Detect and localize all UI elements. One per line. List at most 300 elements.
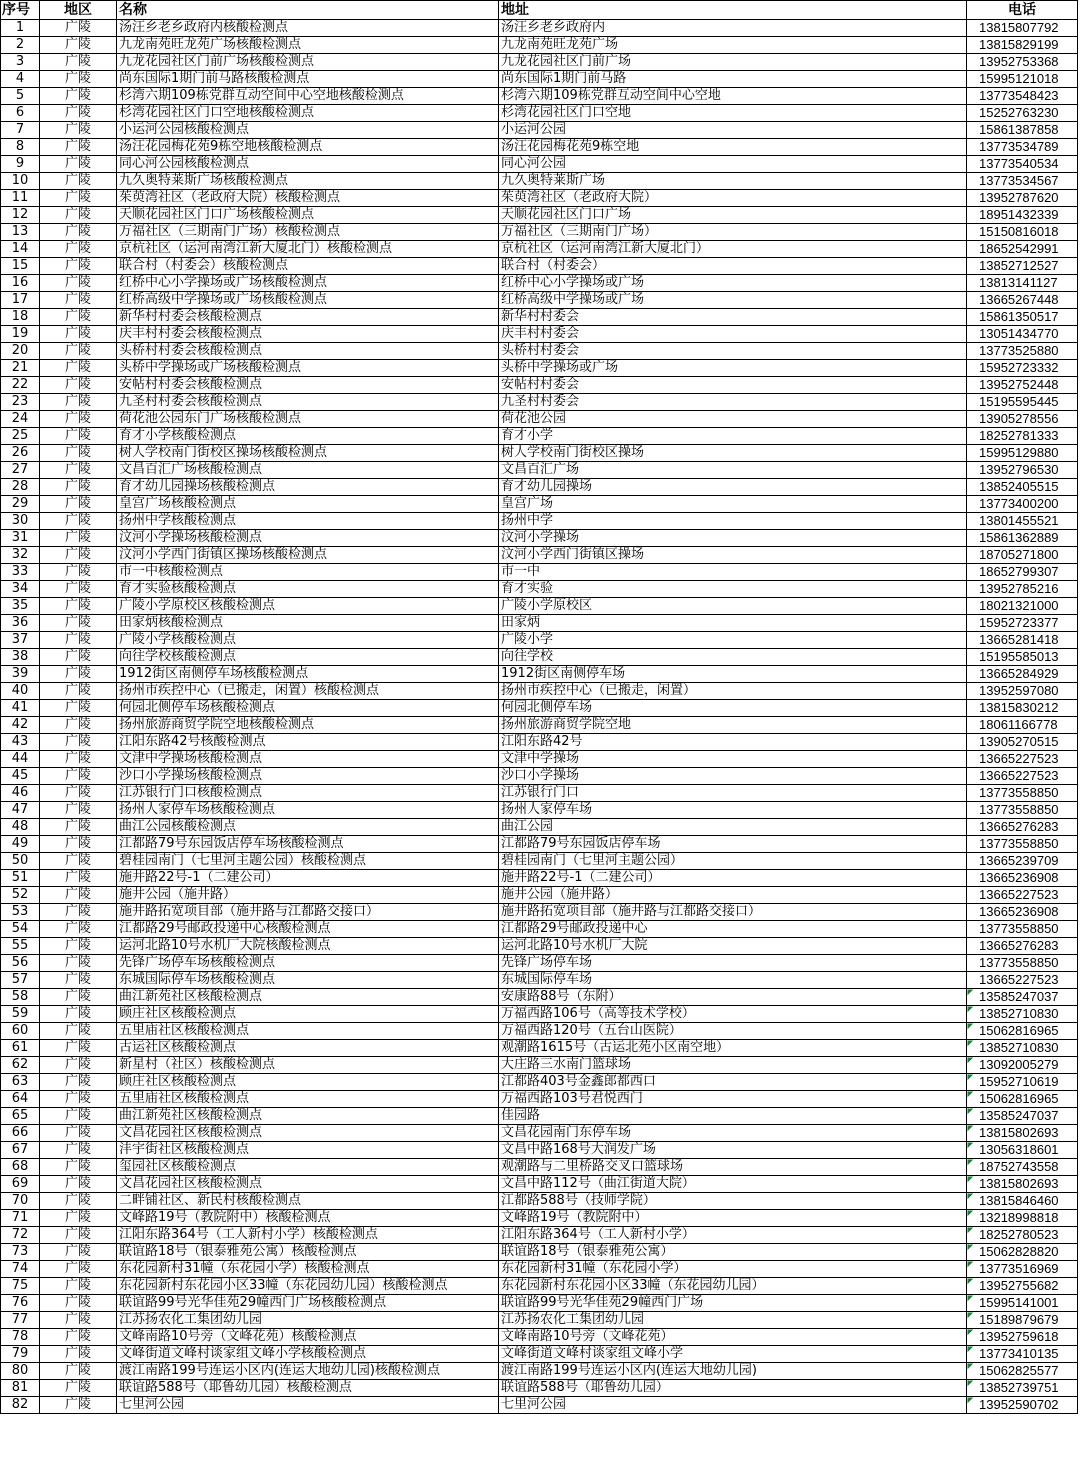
cell-address: 扬州旅游商贸学院空地 xyxy=(499,717,967,734)
table-row xyxy=(1,802,1078,819)
cell-name: 运河北路10号水机厂大院核酸检测点 xyxy=(117,938,499,955)
cell-name: 东花园新村31幢（东花园小学）核酸检测点 xyxy=(117,1261,499,1278)
cell-name: 文峰路19号（教院附中）核酸检测点 xyxy=(117,1210,499,1227)
cell-name: 1912街区南侧停车场核酸检测点 xyxy=(117,666,499,683)
cell-phone: 13665227523 xyxy=(967,768,1078,785)
cell-name: 江阳东路42号核酸检测点 xyxy=(117,734,499,751)
cell-seq: 24 xyxy=(1,411,40,428)
cell-region: 广陵 xyxy=(40,1312,117,1329)
cell-phone: 13952787620 xyxy=(967,190,1078,207)
cell-phone: 13665284929 xyxy=(967,666,1078,683)
table-row xyxy=(1,785,1078,802)
cell-name: 渡江南路199号连运小区内(连运大地幼儿园)核酸检测点 xyxy=(117,1363,499,1380)
cell-address: 渡江南路199号连运小区内(连运大地幼儿园) xyxy=(499,1363,967,1380)
cell-seq: 50 xyxy=(1,853,40,870)
table-row xyxy=(1,734,1078,751)
cell-phone: 13665276283 xyxy=(967,938,1078,955)
cell-name: 九龙花园社区门前广场核酸检测点 xyxy=(117,54,499,71)
cell-region: 广陵 xyxy=(40,309,117,326)
cell-region: 广陵 xyxy=(40,547,117,564)
cell-address: 文津中学操场 xyxy=(499,751,967,768)
table-row xyxy=(1,751,1078,768)
cell-seq: 40 xyxy=(1,683,40,700)
cell-name: 市一中核酸检测点 xyxy=(117,564,499,581)
cell-region: 广陵 xyxy=(40,564,117,581)
cell-region: 广陵 xyxy=(40,1227,117,1244)
cell-region: 广陵 xyxy=(40,1346,117,1363)
cell-address: 汶河小学西门街镇区操场 xyxy=(499,547,967,564)
cell-address: 皇宫广场 xyxy=(499,496,967,513)
cell-address: 茱萸湾社区（老政府大院） xyxy=(499,190,967,207)
cell-name: 育才实验核酸检测点 xyxy=(117,581,499,598)
table-row xyxy=(1,1227,1078,1244)
cell-phone: 15995121018 xyxy=(967,71,1078,88)
cell-phone: 13952597080 xyxy=(967,683,1078,700)
cell-region: 广陵 xyxy=(40,581,117,598)
cell-address: 育才实验 xyxy=(499,581,967,598)
table-row xyxy=(1,1244,1078,1261)
cell-seq: 65 xyxy=(1,1108,40,1125)
cell-region: 广陵 xyxy=(40,734,117,751)
table-row xyxy=(1,241,1078,258)
table-row xyxy=(1,394,1078,411)
cell-region: 广陵 xyxy=(40,836,117,853)
cell-name: 京杭社区（运河南湾江新大厦北门）核酸检测点 xyxy=(117,241,499,258)
table-row xyxy=(1,139,1078,156)
cell-name: 二畔铺社区、新民村核酸检测点 xyxy=(117,1193,499,1210)
cell-name: 广陵小学核酸检测点 xyxy=(117,632,499,649)
cell-region: 广陵 xyxy=(40,904,117,921)
cell-address: 庆丰村村委会 xyxy=(499,326,967,343)
cell-region: 广陵 xyxy=(40,853,117,870)
cell-seq: 3 xyxy=(1,54,40,71)
cell-phone: 13815807792 xyxy=(967,20,1078,37)
cell-address: 红桥高级中学操场或广场 xyxy=(499,292,967,309)
cell-seq: 37 xyxy=(1,632,40,649)
cell-region: 广陵 xyxy=(40,768,117,785)
cell-seq: 71 xyxy=(1,1210,40,1227)
cell-region: 广陵 xyxy=(40,700,117,717)
cell-region: 广陵 xyxy=(40,1091,117,1108)
cell-region: 广陵 xyxy=(40,921,117,938)
cell-seq: 62 xyxy=(1,1057,40,1074)
cell-region: 广陵 xyxy=(40,717,117,734)
cell-seq: 39 xyxy=(1,666,40,683)
cell-address: 万福西路106号（高等技术学校） xyxy=(499,1006,967,1023)
cell-region: 广陵 xyxy=(40,207,117,224)
cell-phone: 13952759618 xyxy=(967,1329,1078,1346)
cell-name: 新华村村委会核酸检测点 xyxy=(117,309,499,326)
cell-seq: 34 xyxy=(1,581,40,598)
cell-region: 广陵 xyxy=(40,173,117,190)
cell-address: 文昌百汇广场 xyxy=(499,462,967,479)
table-row xyxy=(1,598,1078,615)
table-row xyxy=(1,632,1078,649)
cell-phone: 18061166778 xyxy=(967,717,1078,734)
cell-region: 广陵 xyxy=(40,377,117,394)
cell-seq: 67 xyxy=(1,1142,40,1159)
cell-name: 杉湾六期109栋党群互动空间中心空地核酸检测点 xyxy=(117,88,499,105)
cell-address: 文峰南路10号旁（文峰花苑） xyxy=(499,1329,967,1346)
cell-seq: 43 xyxy=(1,734,40,751)
cell-address: 头桥村村委会 xyxy=(499,343,967,360)
table-row xyxy=(1,37,1078,54)
cell-phone: 13801455521 xyxy=(967,513,1078,530)
cell-seq: 70 xyxy=(1,1193,40,1210)
cell-region: 广陵 xyxy=(40,343,117,360)
cell-name: 九圣村村委会核酸检测点 xyxy=(117,394,499,411)
cell-seq: 16 xyxy=(1,275,40,292)
table-row xyxy=(1,1176,1078,1193)
cell-phone: 13773400200 xyxy=(967,496,1078,513)
cell-address: 观潮路1615号（古运北苑小区南空地） xyxy=(499,1040,967,1057)
cell-address: 万福西路120号（五台山医院） xyxy=(499,1023,967,1040)
cell-name: 新星村（社区）核酸检测点 xyxy=(117,1057,499,1074)
cell-seq: 14 xyxy=(1,241,40,258)
cell-seq: 74 xyxy=(1,1261,40,1278)
cell-address: 文峰路19号（教院附中） xyxy=(499,1210,967,1227)
cell-phone: 18252780523 xyxy=(967,1227,1078,1244)
cell-phone: 13773534789 xyxy=(967,139,1078,156)
cell-address: 大庄路三水南门篮球场 xyxy=(499,1057,967,1074)
cell-seq: 10 xyxy=(1,173,40,190)
cell-name: 皇宫广场核酸检测点 xyxy=(117,496,499,513)
cell-name: 联谊路18号（银泰雅苑公寓）核酸检测点 xyxy=(117,1244,499,1261)
cell-address: 九龙花园社区门前广场 xyxy=(499,54,967,71)
cell-region: 广陵 xyxy=(40,1108,117,1125)
cell-name: 茱萸湾社区（老政府大院）核酸检测点 xyxy=(117,190,499,207)
cell-seq: 38 xyxy=(1,649,40,666)
cell-address: 新华村村委会 xyxy=(499,309,967,326)
table-row xyxy=(1,717,1078,734)
cell-address: 文昌花园南门东停车场 xyxy=(499,1125,967,1142)
table-row xyxy=(1,513,1078,530)
header-seq: 序号 xyxy=(1,1,40,20)
cell-name: 曲江新苑社区核酸检测点 xyxy=(117,1108,499,1125)
table-row xyxy=(1,88,1078,105)
cell-seq: 60 xyxy=(1,1023,40,1040)
cell-name: 汶河小学西门街镇区操场核酸检测点 xyxy=(117,547,499,564)
cell-phone: 13665227523 xyxy=(967,887,1078,904)
cell-phone: 15195595445 xyxy=(967,394,1078,411)
cell-name: 向往学校核酸检测点 xyxy=(117,649,499,666)
cell-seq: 4 xyxy=(1,71,40,88)
cell-seq: 26 xyxy=(1,445,40,462)
cell-phone: 15861387858 xyxy=(967,122,1078,139)
cell-name: 文峰街道文峰村谈家组文峰小学核酸检测点 xyxy=(117,1346,499,1363)
cell-address: 育才幼儿园操场 xyxy=(499,479,967,496)
cell-phone: 13218998818 xyxy=(967,1210,1078,1227)
cell-address: 安康路88号（东附） xyxy=(499,989,967,1006)
cell-seq: 6 xyxy=(1,105,40,122)
cell-region: 广陵 xyxy=(40,819,117,836)
table-row xyxy=(1,1346,1078,1363)
cell-address: 江都路29号邮政投递中心 xyxy=(499,921,967,938)
table-row xyxy=(1,1329,1078,1346)
cell-phone: 18752743558 xyxy=(967,1159,1078,1176)
cell-phone: 15062825577 xyxy=(967,1363,1078,1380)
table-row xyxy=(1,530,1078,547)
cell-seq: 51 xyxy=(1,870,40,887)
cell-seq: 25 xyxy=(1,428,40,445)
table-row xyxy=(1,955,1078,972)
table-row xyxy=(1,428,1078,445)
cell-phone: 13585247037 xyxy=(967,989,1078,1006)
cell-address: 育才小学 xyxy=(499,428,967,445)
cell-address: 九圣村村委会 xyxy=(499,394,967,411)
cell-address: 江苏扬农化工集团幼儿园 xyxy=(499,1312,967,1329)
cell-phone: 15995129880 xyxy=(967,445,1078,462)
table-row xyxy=(1,581,1078,598)
cell-phone: 18652542991 xyxy=(967,241,1078,258)
cell-region: 广陵 xyxy=(40,241,117,258)
cell-address: 施井路22号-1（二建公司） xyxy=(499,870,967,887)
cell-address: 联谊路18号（银泰雅苑公寓） xyxy=(499,1244,967,1261)
cell-address: 东花园新村东花园小区33幢（东花园幼儿园） xyxy=(499,1278,967,1295)
cell-address: 同心河公园 xyxy=(499,156,967,173)
cell-name: 曲江新苑社区核酸检测点 xyxy=(117,989,499,1006)
cell-seq: 15 xyxy=(1,258,40,275)
cell-address: 荷花池公园 xyxy=(499,411,967,428)
cell-seq: 1 xyxy=(1,20,40,37)
cell-name: 江都路79号东园饭店停车场核酸检测点 xyxy=(117,836,499,853)
cell-phone: 13585247037 xyxy=(967,1108,1078,1125)
cell-seq: 36 xyxy=(1,615,40,632)
cell-name: 沙口小学操场核酸检测点 xyxy=(117,768,499,785)
cell-address: 江阳东路42号 xyxy=(499,734,967,751)
cell-seq: 21 xyxy=(1,360,40,377)
cell-phone: 13773548423 xyxy=(967,88,1078,105)
table-row xyxy=(1,343,1078,360)
cell-phone: 13852739751 xyxy=(967,1380,1078,1397)
cell-name: 育才幼儿园操场核酸检测点 xyxy=(117,479,499,496)
table-row xyxy=(1,1312,1078,1329)
table-row xyxy=(1,547,1078,564)
table-row xyxy=(1,972,1078,989)
cell-seq: 55 xyxy=(1,938,40,955)
cell-phone: 13852710830 xyxy=(967,1006,1078,1023)
table-row xyxy=(1,1380,1078,1397)
cell-name: 汶河小学操场核酸检测点 xyxy=(117,530,499,547)
cell-address: 扬州人家停车场 xyxy=(499,802,967,819)
cell-address: 佳园路 xyxy=(499,1108,967,1125)
table-row xyxy=(1,1125,1078,1142)
cell-phone: 18652799307 xyxy=(967,564,1078,581)
cell-region: 广陵 xyxy=(40,513,117,530)
table-row xyxy=(1,173,1078,190)
cell-region: 广陵 xyxy=(40,1380,117,1397)
cell-name: 五里庙社区核酸检测点 xyxy=(117,1091,499,1108)
cell-seq: 17 xyxy=(1,292,40,309)
cell-address: 京杭社区（运河南湾江新大厦北门） xyxy=(499,241,967,258)
cell-address: 杉湾六期109栋党群互动空间中心空地 xyxy=(499,88,967,105)
cell-phone: 15995141001 xyxy=(967,1295,1078,1312)
cell-name: 顾庄社区核酸检测点 xyxy=(117,1074,499,1091)
cell-phone: 13852712527 xyxy=(967,258,1078,275)
cell-address: 碧桂园南门（七里河主题公园） xyxy=(499,853,967,870)
table-row xyxy=(1,1006,1078,1023)
cell-seq: 35 xyxy=(1,598,40,615)
cell-phone: 13815830212 xyxy=(967,700,1078,717)
table-row xyxy=(1,700,1078,717)
cell-phone: 13952755682 xyxy=(967,1278,1078,1295)
cell-name: 七里河公园 xyxy=(117,1397,499,1414)
cell-seq: 69 xyxy=(1,1176,40,1193)
cell-phone: 13905270515 xyxy=(967,734,1078,751)
cell-seq: 80 xyxy=(1,1363,40,1380)
table-row xyxy=(1,819,1078,836)
cell-seq: 27 xyxy=(1,462,40,479)
table-row xyxy=(1,904,1078,921)
header-name: 名称 xyxy=(117,1,499,20)
table-row xyxy=(1,71,1078,88)
cell-phone: 13773558850 xyxy=(967,921,1078,938)
cell-name: 江苏扬农化工集团幼儿园 xyxy=(117,1312,499,1329)
cell-name: 尚东国际1期门前马路核酸检测点 xyxy=(117,71,499,88)
cell-seq: 56 xyxy=(1,955,40,972)
cell-seq: 49 xyxy=(1,836,40,853)
table-row xyxy=(1,666,1078,683)
cell-name: 施井路22号-1（二建公司） xyxy=(117,870,499,887)
table-row xyxy=(1,836,1078,853)
table-row xyxy=(1,1363,1078,1380)
cell-phone: 15150816018 xyxy=(967,224,1078,241)
cell-region: 广陵 xyxy=(40,989,117,1006)
cell-address: 安帖村村委会 xyxy=(499,377,967,394)
cell-phone: 13815802693 xyxy=(967,1176,1078,1193)
cell-seq: 79 xyxy=(1,1346,40,1363)
cell-name: 头桥中学操场或广场核酸检测点 xyxy=(117,360,499,377)
cell-region: 广陵 xyxy=(40,1006,117,1023)
cell-region: 广陵 xyxy=(40,1023,117,1040)
table-row xyxy=(1,1397,1078,1414)
cell-address: 江都路79号东园饭店停车场 xyxy=(499,836,967,853)
cell-name: 树人学校南门街校区操场核酸检测点 xyxy=(117,445,499,462)
table-row xyxy=(1,649,1078,666)
cell-region: 广陵 xyxy=(40,88,117,105)
cell-region: 广陵 xyxy=(40,1159,117,1176)
table-row xyxy=(1,1108,1078,1125)
table-row xyxy=(1,870,1078,887)
table-row xyxy=(1,462,1078,479)
table-row xyxy=(1,921,1078,938)
cell-region: 广陵 xyxy=(40,428,117,445)
cell-region: 广陵 xyxy=(40,122,117,139)
cell-address: 扬州中学 xyxy=(499,513,967,530)
cell-address: 联谊路588号（耶鲁幼儿园） xyxy=(499,1380,967,1397)
cell-name: 同心河公园核酸检测点 xyxy=(117,156,499,173)
cell-region: 广陵 xyxy=(40,870,117,887)
table-row xyxy=(1,615,1078,632)
cell-address: 汤汪乡老乡政府内 xyxy=(499,20,967,37)
cell-phone: 13665236908 xyxy=(967,870,1078,887)
cell-address: 汤汪花园梅花苑9栋空地 xyxy=(499,139,967,156)
cell-region: 广陵 xyxy=(40,751,117,768)
cell-region: 广陵 xyxy=(40,71,117,88)
cell-address: 市一中 xyxy=(499,564,967,581)
table-row xyxy=(1,275,1078,292)
table-row xyxy=(1,224,1078,241)
cell-phone: 13952753368 xyxy=(967,54,1078,71)
table-row xyxy=(1,190,1078,207)
table-row xyxy=(1,445,1078,462)
cell-name: 曲江公园核酸检测点 xyxy=(117,819,499,836)
cell-address: 文昌中路112号（曲江街道大院） xyxy=(499,1176,967,1193)
cell-address: 观潮路与二里桥路交叉口篮球场 xyxy=(499,1159,967,1176)
table-row xyxy=(1,20,1078,37)
cell-seq: 48 xyxy=(1,819,40,836)
table-row xyxy=(1,938,1078,955)
cell-phone: 15952710619 xyxy=(967,1074,1078,1091)
table-row xyxy=(1,1159,1078,1176)
cell-address: 曲江公园 xyxy=(499,819,967,836)
cell-seq: 20 xyxy=(1,343,40,360)
cell-region: 广陵 xyxy=(40,54,117,71)
table-row xyxy=(1,309,1078,326)
cell-seq: 75 xyxy=(1,1278,40,1295)
cell-region: 广陵 xyxy=(40,1193,117,1210)
cell-seq: 9 xyxy=(1,156,40,173)
cell-phone: 13952796530 xyxy=(967,462,1078,479)
cell-name: 施井公园（施井路） xyxy=(117,887,499,904)
cell-phone: 13773558850 xyxy=(967,836,1078,853)
cell-name: 联合村（村委会）核酸检测点 xyxy=(117,258,499,275)
cell-seq: 58 xyxy=(1,989,40,1006)
cell-phone: 13665276283 xyxy=(967,819,1078,836)
cell-address: 联谊路99号光华佳苑29幢西门广场 xyxy=(499,1295,967,1312)
cell-phone: 18951432339 xyxy=(967,207,1078,224)
cell-name: 红桥高级中学操场或广场核酸检测点 xyxy=(117,292,499,309)
cell-seq: 78 xyxy=(1,1329,40,1346)
cell-seq: 81 xyxy=(1,1380,40,1397)
cell-region: 广陵 xyxy=(40,139,117,156)
cell-seq: 11 xyxy=(1,190,40,207)
cell-region: 广陵 xyxy=(40,1176,117,1193)
cell-seq: 18 xyxy=(1,309,40,326)
cell-name: 碧桂园南门（七里河主题公园）核酸检测点 xyxy=(117,853,499,870)
cell-name: 何园北侧停车场核酸检测点 xyxy=(117,700,499,717)
cell-phone: 13773558850 xyxy=(967,955,1078,972)
cell-region: 广陵 xyxy=(40,1125,117,1142)
cell-seq: 32 xyxy=(1,547,40,564)
cell-address: 先锋广场停车场 xyxy=(499,955,967,972)
cell-seq: 8 xyxy=(1,139,40,156)
cell-phone: 13665281418 xyxy=(967,632,1078,649)
cell-address: 施井路拓宽项目部（施井路与江都路交接口） xyxy=(499,904,967,921)
cell-name: 古运社区核酸检测点 xyxy=(117,1040,499,1057)
header-phone: 电话 xyxy=(967,1,1078,20)
table-row xyxy=(1,1142,1078,1159)
cell-name: 文津中学操场核酸检测点 xyxy=(117,751,499,768)
cell-phone: 13773525880 xyxy=(967,343,1078,360)
cell-phone: 18021321000 xyxy=(967,598,1078,615)
cell-region: 广陵 xyxy=(40,530,117,547)
cell-phone: 18705271800 xyxy=(967,547,1078,564)
cell-phone: 15952723377 xyxy=(967,615,1078,632)
cell-address: 广陵小学 xyxy=(499,632,967,649)
cell-phone: 13952752448 xyxy=(967,377,1078,394)
cell-seq: 57 xyxy=(1,972,40,989)
cell-address: 文峰街道文峰村谈家组文峰小学 xyxy=(499,1346,967,1363)
cell-seq: 76 xyxy=(1,1295,40,1312)
cell-name: 先锋广场停车场核酸检测点 xyxy=(117,955,499,972)
cell-seq: 72 xyxy=(1,1227,40,1244)
table-row xyxy=(1,1040,1078,1057)
cell-address: 树人学校南门街校区操场 xyxy=(499,445,967,462)
cell-region: 广陵 xyxy=(40,462,117,479)
cell-phone: 13665227523 xyxy=(967,751,1078,768)
cell-seq: 63 xyxy=(1,1074,40,1091)
